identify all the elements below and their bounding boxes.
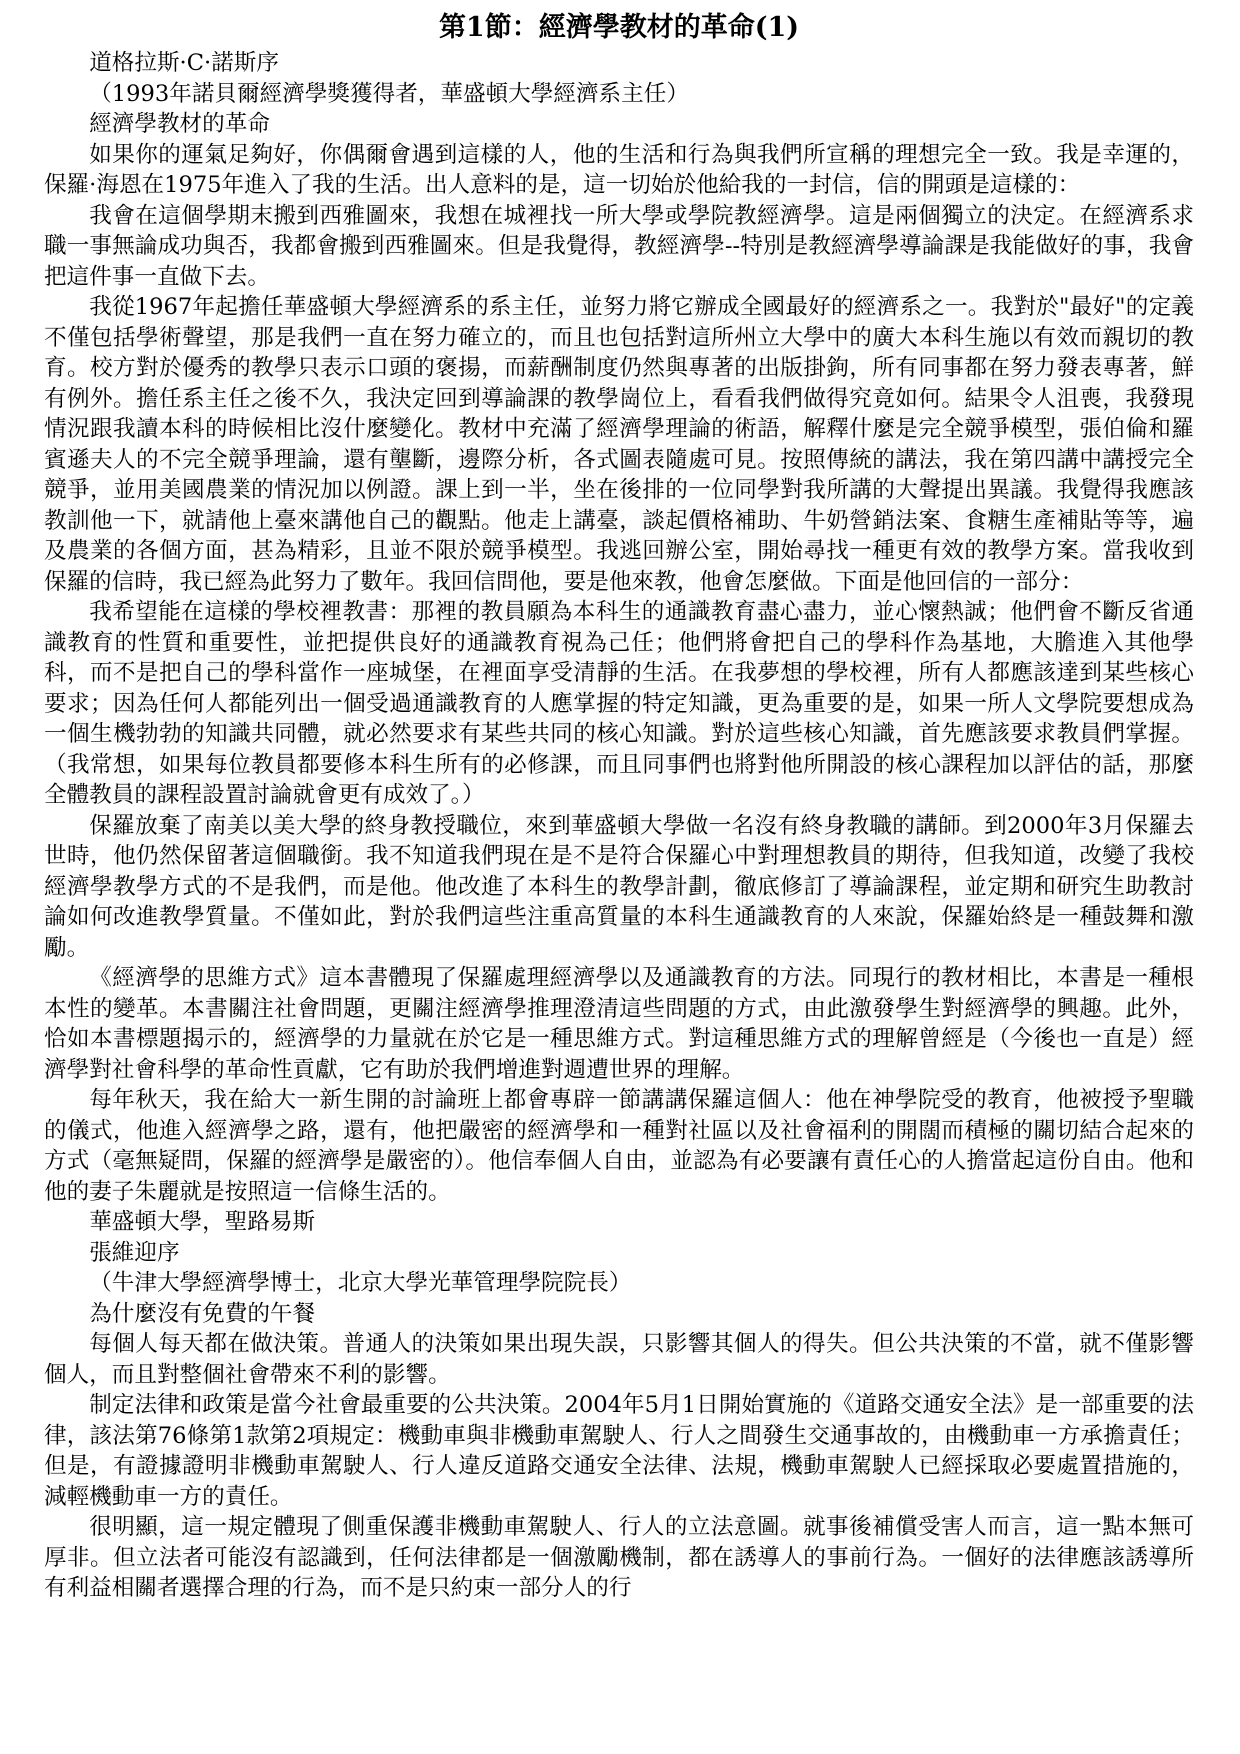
paragraph: 如果你的運氣足夠好，你偶爾會遇到這樣的人，他的生活和行為與我們所宣稱的理想完全一致。我是幸運的，保羅·海恩在1975年進入了我的生活。出人意料的是，這一切始於他給我的一封信，信的開頭是這樣的： bbox=[44, 141, 1194, 198]
paragraph-letter-quote: 我希望能在這樣的學校裡教書：那裡的教員願為本科生的通識教育盡心盡力，並心懷熱誠；他們會不斷反省通識教育的性質和重要性，並把提供良好的通識教育視為己任；他們將會把自己的學科作為基地，大膽進入其他學科，而不是把自己的學科當作一座城堡，在裡面享受清靜的生活。在我夢想的學校裡，所有人都應該達到某些核心要求；因為任何人都能列出一個受過通識教育的人應掌握的特定知識，更為重要的是，如果一所人文學院要想成為一個生機勃勃的知識共同體，就必然要求有某些共同的核心知識。對於這些核心知識，首先應該要求教員們掌握。（我常想，如果每位教員都要修本科生所有的必修課，而且同事們也將對他所開設的核心課程加以評估的話，那麼全體教員的課程設置討論就會更有成效了。） bbox=[44, 599, 1194, 808]
paragraph-letter-quote: 我會在這個學期末搬到西雅圖來，我想在城裡找一所大學或學院教經濟學。這是兩個獨立的決定。在經濟系求職一事無論成功與否，我都會搬到西雅圖來。但是我覺得，教經濟學--特別是教經濟學導論課是我能做好的事，我會把這件事一直做下去。 bbox=[44, 202, 1194, 290]
paragraph: 保羅放棄了南美以美大學的終身教授職位，來到華盛頓大學做一名沒有終身教職的講師。到2000年3月保羅去世時，他仍然保留著這個職銜。我不知道我們現在是不是符合保羅心中對理想教員的期待，但我知道，改變了我校經濟學教學方式的不是我們，而是他。他改進了本科生的教學計劃，徹底修訂了導論課程，並定期和研究生助教討論如何改進教學質量。不僅如此，對於我們這些注重高質量的本科生通識教育的人來說，保羅始終是一種鼓舞和激勵。 bbox=[44, 812, 1194, 961]
paragraph: 制定法律和政策是當今社會最重要的公共決策。2004年5月1日開始實施的《道路交通安全法》是一部重要的法律，該法第76條第1款第2項規定：機動車與非機動車駕駛人、行人之間發生交通事故的，由機動車一方承擔責任；但是，有證據證明非機動車駕駛人、行人違反道路交通安全法律、法規，機動車駕駛人已經採取必要處置措施的，減輕機動車一方的責任。 bbox=[44, 1392, 1194, 1510]
paragraph: 很明顯，這一規定體現了側重保護非機動車駕駛人、行人的立法意圖。就事後補償受害人而言，這一點本無可厚非。但立法者可能沒有認識到，任何法律都是一個激勵機制，都在誘導人的事前行為。一個好的法律應該誘導所有利益相關者選擇合理的行為，而不是只約束一部分人的行 bbox=[44, 1514, 1194, 1601]
paragraph: 《經濟學的思維方式》這本書體現了保羅處理經濟學以及通識教育的方法。同現行的教材相比，本書是一種根本性的變革。本書關注社會問題，更關注經濟學推理澄清這些問題的方式，由此激發學生對經濟學的興趣。此外，恰如本書標題揭示的，經濟學的力量就在於它是一種思維方式。對這種思維方式的理解曾經是（今後也一直是）經濟學對社會科學的革命性貢獻，它有助於我們增進對週遭世界的理解。 bbox=[44, 965, 1194, 1083]
preface-north-heading: 經濟學教材的革命 bbox=[89, 111, 270, 137]
page-title: 第1節：經濟學教材的革命(1) bbox=[438, 12, 800, 43]
preface-author-north: 道格拉斯·C·諾斯序 bbox=[89, 50, 279, 76]
preface-author-north-credentials: （1993年諾貝爾經濟學獎獲得者，華盛頓大學經濟系主任） bbox=[89, 80, 689, 107]
preface-north-signature: 華盛頓大學，聖路易斯 bbox=[89, 1209, 316, 1235]
preface-author-zhang: 張維迎序 bbox=[89, 1239, 180, 1266]
paragraph: 每個人每天都在做決策。普通人的決策如果出現失誤，只影響其個人的得失。但公共決策的不當，就不僅影響個人，而且對整個社會帶來不利的影響。 bbox=[44, 1331, 1194, 1388]
preface-author-zhang-credentials: （牛津大學經濟學博士，北京大學光華管理學院院長） bbox=[89, 1270, 632, 1296]
paragraph: 每年秋天，我在給大一新生開的討論班上都會專辟一節講講保羅這個人：他在神學院受的教育，他被授予聖職的儀式，他進入經濟學之路，還有，他把嚴密的經濟學和一種對社區以及社會福利的開闊而積極的關切結合起來的方式（毫無疑問，保羅的經濟學是嚴密的）。他信奉個人自由，並認為有必要讓有責任心的人擔當起這份自由。他和他的妻子朱麗就是按照這一信條生活的。 bbox=[44, 1087, 1194, 1205]
paragraph: 我從1967年起擔任華盛頓大學經濟系的系主任，並努力將它辦成全國最好的經濟系之一。我對於"最好"的定義不僅包括學術聲望，那是我們一直在努力確立的，而且也包括對這所州立大學中的廣大本科生施以有效而親切的教育。校方對於優秀的教學只表示口頭的褒揚，而薪酬制度仍然與專著的出版掛鉤，所有同事都在努力發表專著，鮮有例外。擔任系主任之後不久，我決定回到導論課的教學崗位上，看看我們做得究竟如何。結果令人沮喪，我發現情況跟我讀本科的時候相比沒什麼變化。教材中充滿了經濟學理論的術語，解釋什麼是完全競爭模型，張伯倫和羅賓遜夫人的不完全競爭理論，還有壟斷，邊際分析，各式圖表隨處可見。按照傳統的講法，我在第四講中講授完全競爭，並用美國農業的情況加以例證。課上到一半，坐在後排的一位同學對我所講的大聲提出異議。我覺得我應該教訓他一下，就請他上臺來講他自己的觀點。他走上講臺，談起價格補助、牛奶營銷法案、食糖生產補貼等等，遍及農業的各個方面，甚為精彩，且並不限於競爭模型。我逃回辦公室，開始尋找一種更有效的教學方案。當我收到保羅的信時，我已經為此努力了數年。我回信問他，要是他來教，他會怎麼做。下面是他回信的一部分： bbox=[44, 294, 1194, 595]
preface-zhang-heading: 為什麼沒有免費的午餐 bbox=[89, 1300, 316, 1327]
